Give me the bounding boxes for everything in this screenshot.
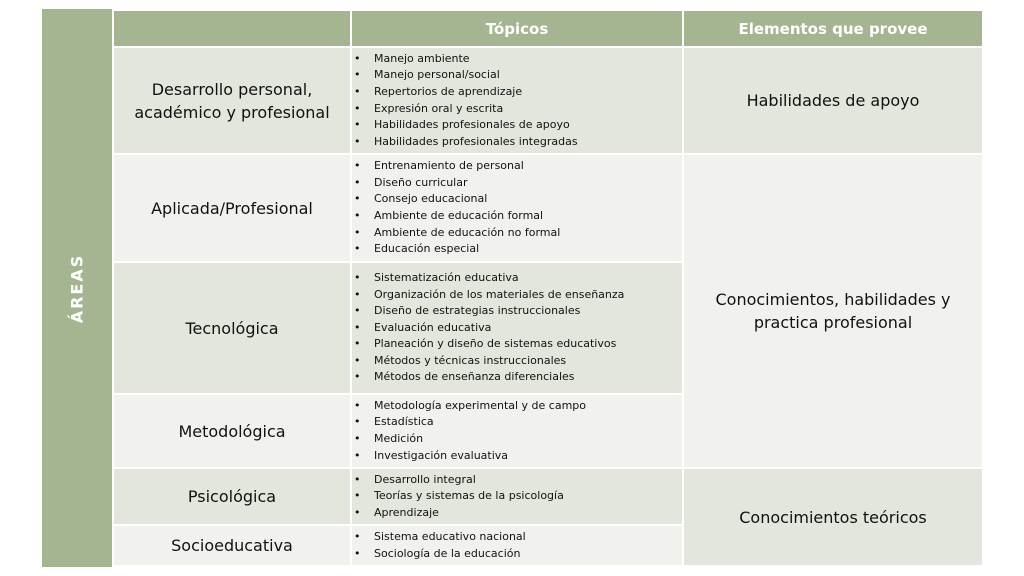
topics-cell — [351, 262, 683, 394]
table-row — [113, 47, 983, 154]
area-cell — [113, 154, 351, 262]
areas-table — [112, 9, 984, 567]
topics-cell — [351, 468, 683, 525]
topic-item: • Consejo educacional — [352, 191, 682, 208]
topic-item: • Estadística — [352, 414, 682, 431]
area-name: Desarrollo personal, académico y profesional — [134, 79, 330, 122]
topic-item: • Ambiente de educación no formal — [352, 225, 682, 242]
topic-item: • Medición — [352, 431, 682, 448]
topic-item: • Expresión oral y escrita — [352, 101, 682, 118]
header-topics: Tópicos — [351, 10, 683, 47]
topic-item: • Diseño curricular — [352, 175, 682, 192]
topic-item: • Investigación evaluativa — [352, 448, 682, 465]
elements-cell — [683, 47, 983, 154]
header-row — [113, 10, 983, 47]
topic-item: • Manejo ambiente — [352, 51, 682, 68]
topic-item: • Diseño de estrategias instruccionales — [352, 303, 682, 320]
area-cell — [113, 47, 351, 154]
area-name: Psicológica — [187, 487, 277, 506]
topic-item: • Sistema educativo nacional — [352, 529, 682, 546]
topic-item: • Educación especial — [352, 241, 682, 258]
area-name: Aplicada/Profesional — [151, 198, 313, 218]
topic-item: • Organización de los materiales de enseñanza — [352, 287, 682, 304]
topic-item: • Métodos de enseñanza diferenciales — [352, 369, 682, 386]
topic-item: • Teorías y sistemas de la psicología — [352, 488, 682, 505]
topics-cell — [351, 47, 683, 154]
topic-item: • Sociología de la educación — [352, 546, 682, 563]
areas-label-wrap — [42, 9, 112, 567]
elements-cell — [683, 154, 983, 468]
topic-item: • Planeación y diseño de sistemas educativos — [352, 336, 682, 353]
topics-cell — [351, 394, 683, 468]
topics-list — [352, 51, 682, 151]
areas-label: ÁREAS — [67, 253, 87, 323]
topic-item: • Métodos y técnicas instruccionales — [352, 353, 682, 370]
topic-item: • Sistematización educativa — [352, 270, 682, 287]
topics-list — [352, 472, 682, 522]
topic-item: • Evaluación educativa — [352, 320, 682, 337]
topic-item: • Habilidades profesionales integradas — [352, 134, 682, 151]
table-row — [113, 154, 983, 262]
topic-item: • Desarrollo integral — [352, 472, 682, 489]
header-corner-cell — [113, 10, 351, 47]
topics-list — [352, 270, 682, 386]
topic-item: • Manejo personal/social — [352, 67, 682, 84]
area-cell — [113, 394, 351, 468]
topics-list — [352, 529, 682, 562]
area-cell — [113, 525, 351, 566]
topic-item: • Habilidades profesionales de apoyo — [352, 117, 682, 134]
element-text: Conocimientos teóricos — [739, 507, 927, 527]
topics-cell — [351, 154, 683, 262]
topic-item: • Aprendizaje — [352, 505, 682, 522]
topic-item: • Ambiente de educación formal — [352, 208, 682, 225]
topic-item: • Metodología experimental y de campo — [352, 398, 682, 415]
element-text: Habilidades de apoyo — [746, 91, 920, 110]
area-cell — [113, 262, 351, 394]
area-name: Tecnológica — [185, 318, 279, 338]
area-cell — [113, 468, 351, 525]
topic-item: • Entrenamiento de personal — [352, 158, 682, 175]
elements-cell — [683, 468, 983, 566]
topics-list — [352, 398, 682, 464]
topics-cell — [351, 525, 683, 566]
area-name: Metodológica — [178, 421, 286, 441]
area-name: Socioeducativa — [171, 536, 293, 555]
table-row — [113, 468, 983, 525]
topics-list — [352, 158, 682, 258]
element-text: Conocimientos, habilidades y practica profesional — [715, 290, 951, 332]
topic-item: • Repertorios de aprendizaje — [352, 84, 682, 101]
header-elements: Elementos que provee — [683, 10, 983, 47]
